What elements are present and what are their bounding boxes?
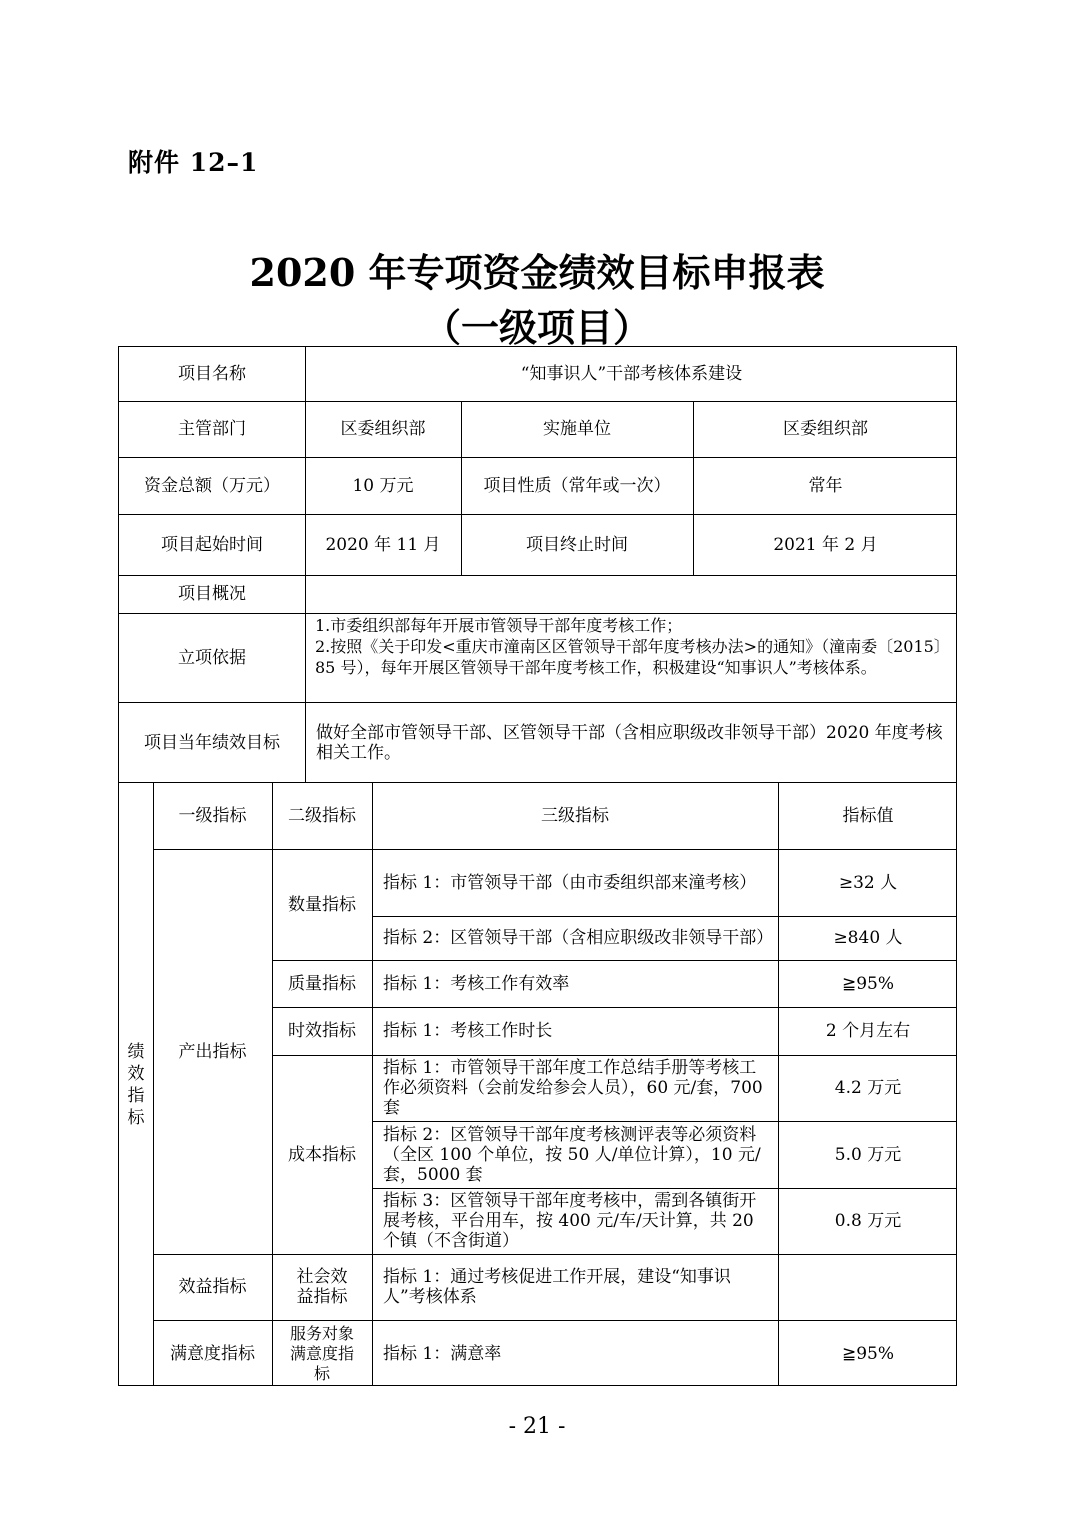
quantity-indicator-1-value: ≥32 人	[838, 872, 898, 893]
quality-indicator-1-value: ≧95%	[841, 973, 895, 994]
goal-value: 做好全部市管领导干部、区管领导干部（含相应职级改非领导干部）2020 年度考核相关工作。	[316, 723, 943, 763]
project-name-label: 项目名称	[178, 364, 246, 384]
quality-indicator-1: 指标 1：考核工作有效率	[383, 973, 570, 994]
basis-value	[305, 613, 957, 702]
social-benefit-label: 社会效益指标	[296, 1267, 348, 1307]
start-value: 2020 年 11 月	[325, 534, 441, 555]
perf-side-char-2: 效	[127, 1064, 145, 1084]
dept-label: 主管部门	[178, 419, 246, 439]
social-benefit-indicator-1: 指标 1：通过考核促进工作开展，建设“知事识人”考核体系	[383, 1267, 731, 1307]
perf-side-char-1: 绩	[127, 1042, 145, 1062]
performance-target-table	[118, 346, 957, 1386]
overview-label: 项目概况	[178, 584, 246, 604]
basis-line-2: 2.按照《关于印发<重庆市潼南区区管领导干部年度考核办法>的通知》（潼南委〔2015〕85 号），每年开展区管领导干部年度考核工作，积极建设“知事识人”考核体系。	[315, 637, 950, 677]
cost-indicator-1: 指标 1：市管领导干部年度工作总结手册等考核工作必须资料（会前发给参会人员），60 元/套，700 套	[383, 1058, 763, 1118]
attachment-label: 附件 12–1	[128, 148, 259, 177]
end-value: 2021 年 2 月	[773, 534, 878, 555]
quantity-indicator-label: 数量指标	[288, 894, 356, 915]
satisfaction-indicator-label: 满意度指标	[170, 1343, 255, 1364]
impl-label: 实施单位	[543, 419, 611, 439]
quality-indicator-label: 质量指标	[288, 973, 356, 994]
quantity-indicator-1: 指标 1：市管领导干部（由市委组织部来潼考核）	[383, 872, 757, 893]
quantity-indicator-2: 指标 2：区管领导干部（含相应职级改非领导干部）	[383, 928, 774, 948]
overview-value	[305, 575, 957, 613]
satisfaction-indicator-1-value: ≧95%	[841, 1343, 895, 1364]
quantity-indicator-2-value: ≥840 人	[833, 928, 903, 948]
basis-label: 立项依据	[178, 647, 246, 668]
nature-label: 项目性质（常年或一次）	[483, 475, 671, 496]
benefit-indicator-label: 效益指标	[178, 1277, 247, 1297]
perf-side-char-3: 指	[127, 1086, 145, 1106]
document-subtitle: （一级项目）	[422, 305, 651, 350]
impl-value: 区委组织部	[783, 419, 868, 439]
page-number: - 21 -	[508, 1414, 566, 1439]
cost-indicator-3-value: 0.8 万元	[834, 1211, 902, 1231]
perf-side-char-4: 标	[127, 1108, 145, 1128]
header-level1: 一级指标	[178, 806, 247, 826]
indicator-section	[118, 782, 957, 1386]
start-label: 项目起始时间	[161, 534, 263, 555]
nature-value: 常年	[808, 475, 843, 496]
fund-value: 10 万元	[352, 475, 414, 496]
dept-value: 区委组织部	[340, 419, 426, 439]
header-level2: 二级指标	[288, 806, 356, 826]
cost-indicator-label: 成本指标	[288, 1144, 356, 1165]
goal-label: 项目当年绩效目标	[144, 733, 280, 753]
info-section	[118, 346, 957, 783]
fund-label: 资金总额（万元）	[144, 475, 280, 496]
header-value: 指标值	[842, 806, 894, 826]
cost-indicator-1-value: 4.2 万元	[834, 1078, 902, 1098]
time-indicator-label: 时效指标	[288, 1021, 356, 1041]
cost-indicator-3: 指标 3：区管领导干部年度考核中，需到各镇街开展考核，平台用车，按 400 元/车/天计算，共 20 个镇（不含街道）	[383, 1191, 757, 1251]
social-benefit-indicator-1-value	[778, 1254, 957, 1320]
document-title: 2020 年专项资金绩效目标申报表	[249, 250, 825, 295]
header-level3: 三级指标	[541, 806, 609, 826]
basis-line-1: 1.市委组织部每年开展市管领导干部年度考核工作；	[315, 616, 683, 635]
satisfaction-indicator-1: 指标 1：满意率	[383, 1343, 502, 1364]
cost-indicator-2-value: 5.0 万元	[834, 1144, 902, 1165]
time-indicator-1-value: 2 个月左右	[825, 1021, 911, 1041]
service-satisfaction-label: 服务对象满意度指标	[289, 1323, 354, 1383]
cost-indicator-2: 指标 2：区管领导干部年度考核测评表等必须资料（全区 100 个单位，按 50 人/单位计算），10 元/套，5000 套	[383, 1124, 761, 1185]
perf-side-label	[119, 783, 153, 1386]
time-indicator-1: 指标 1：考核工作时长	[383, 1021, 553, 1041]
project-name-value: “知事识人”干部考核体系建设	[520, 364, 743, 384]
end-label: 项目终止时间	[526, 534, 628, 555]
output-indicator-label: 产出指标	[178, 1041, 247, 1062]
